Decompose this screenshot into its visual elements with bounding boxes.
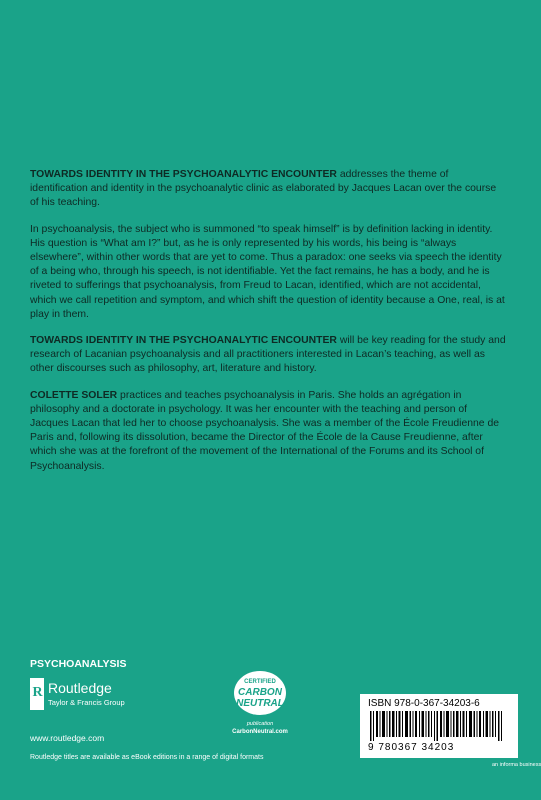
isbn-label: ISBN 978-0-367-34203-6 (368, 698, 480, 709)
carbon-neutral-icon (225, 666, 295, 720)
blurb-paragraph-3: TOWARDS IDENTITY IN THE PSYCHOANALYTIC ENCOUNTER will be key reading for the study and research of Lacanian psychoanalysis and all practitioners interested in Lacan’s teaching, as well as other discourses such as philosophy, art, literature and history. (30, 335, 506, 375)
blurb-paragraph-1: TOWARDS IDENTITY IN THE PSYCHOANALYTIC ENCOUNTER addresses the theme of identification and identity in the psychoanalytic clinic as elaborated by Jacques Lacan over the course of his teaching. (30, 169, 497, 209)
carbon-neutral-badge (225, 666, 295, 735)
svg-text:NEUTRAL: NEUTRAL (236, 698, 284, 709)
ebook-footnote: Routledge titles are available as eBook editions in a range of digital formats (30, 754, 264, 761)
book-title-bold: TOWARDS IDENTITY IN THE PSYCHOANALYTIC ENCOUNTER (30, 335, 337, 347)
svg-text:CARBON: CARBON (238, 687, 282, 698)
book-title-bold: TOWARDS IDENTITY IN THE PSYCHOANALYTIC ENCOUNTER (30, 169, 337, 180)
publisher-group: Taylor & Francis Group (48, 698, 125, 707)
author-bio: COLETTE SOLER practices and teaches psychoanalysis in Paris. She holds an agrégation in philosophy and a doctorate in psychology. It was her encounter with the teaching and person of Jacques Lacan that led her to choose psychoanalysis. She was a member of the École Freudienne de Paris and, following its dissolution, became the Director of the École de la Cause Freudienne, after which she was at the forefront of the movement of the International of the Forums and its School of Psychoanalysis. (30, 389, 500, 472)
barcode-bars (368, 711, 510, 741)
blurb-paragraph-2: In psychoanalysis, the subject who is summoned “to speak himself” is by definition lacking in identity. His question is “What am I?” but, as he is only represented by his words, his being is “always elsewhere”, within other words that are yet to come. Thus a paradox: one seeks via speech the identity of a being who, through his speech, is not identifiable. Yet the fact remains, he has a body, and he is riveted to sufferings that psychoanalysis, from Freud to Lacan, identified, which are not accidental, which we call repetition and symptom, and which shift the question of identity because a One, real, is at play in them. (30, 223, 505, 320)
carbon-url: CarbonNeutral.com (232, 729, 288, 735)
publisher-url[interactable]: www.routledge.com (30, 733, 105, 743)
svg-text:CERTIFIED: CERTIFIED (244, 679, 276, 685)
back-cover-blurb (30, 168, 506, 486)
subject-category: PSYCHOANALYSIS (30, 658, 127, 670)
isbn-barcode (360, 694, 518, 758)
publisher-name: Routledge (48, 680, 112, 696)
routledge-r-icon (30, 678, 44, 710)
carbon-publication-label: publication (246, 721, 274, 727)
barcode-digits: 9 780367 34203 (368, 742, 455, 753)
svg-text:R: R (32, 685, 43, 700)
author-name: COLETTE SOLER (30, 389, 118, 401)
informa-tagline: an informa business (492, 762, 541, 768)
